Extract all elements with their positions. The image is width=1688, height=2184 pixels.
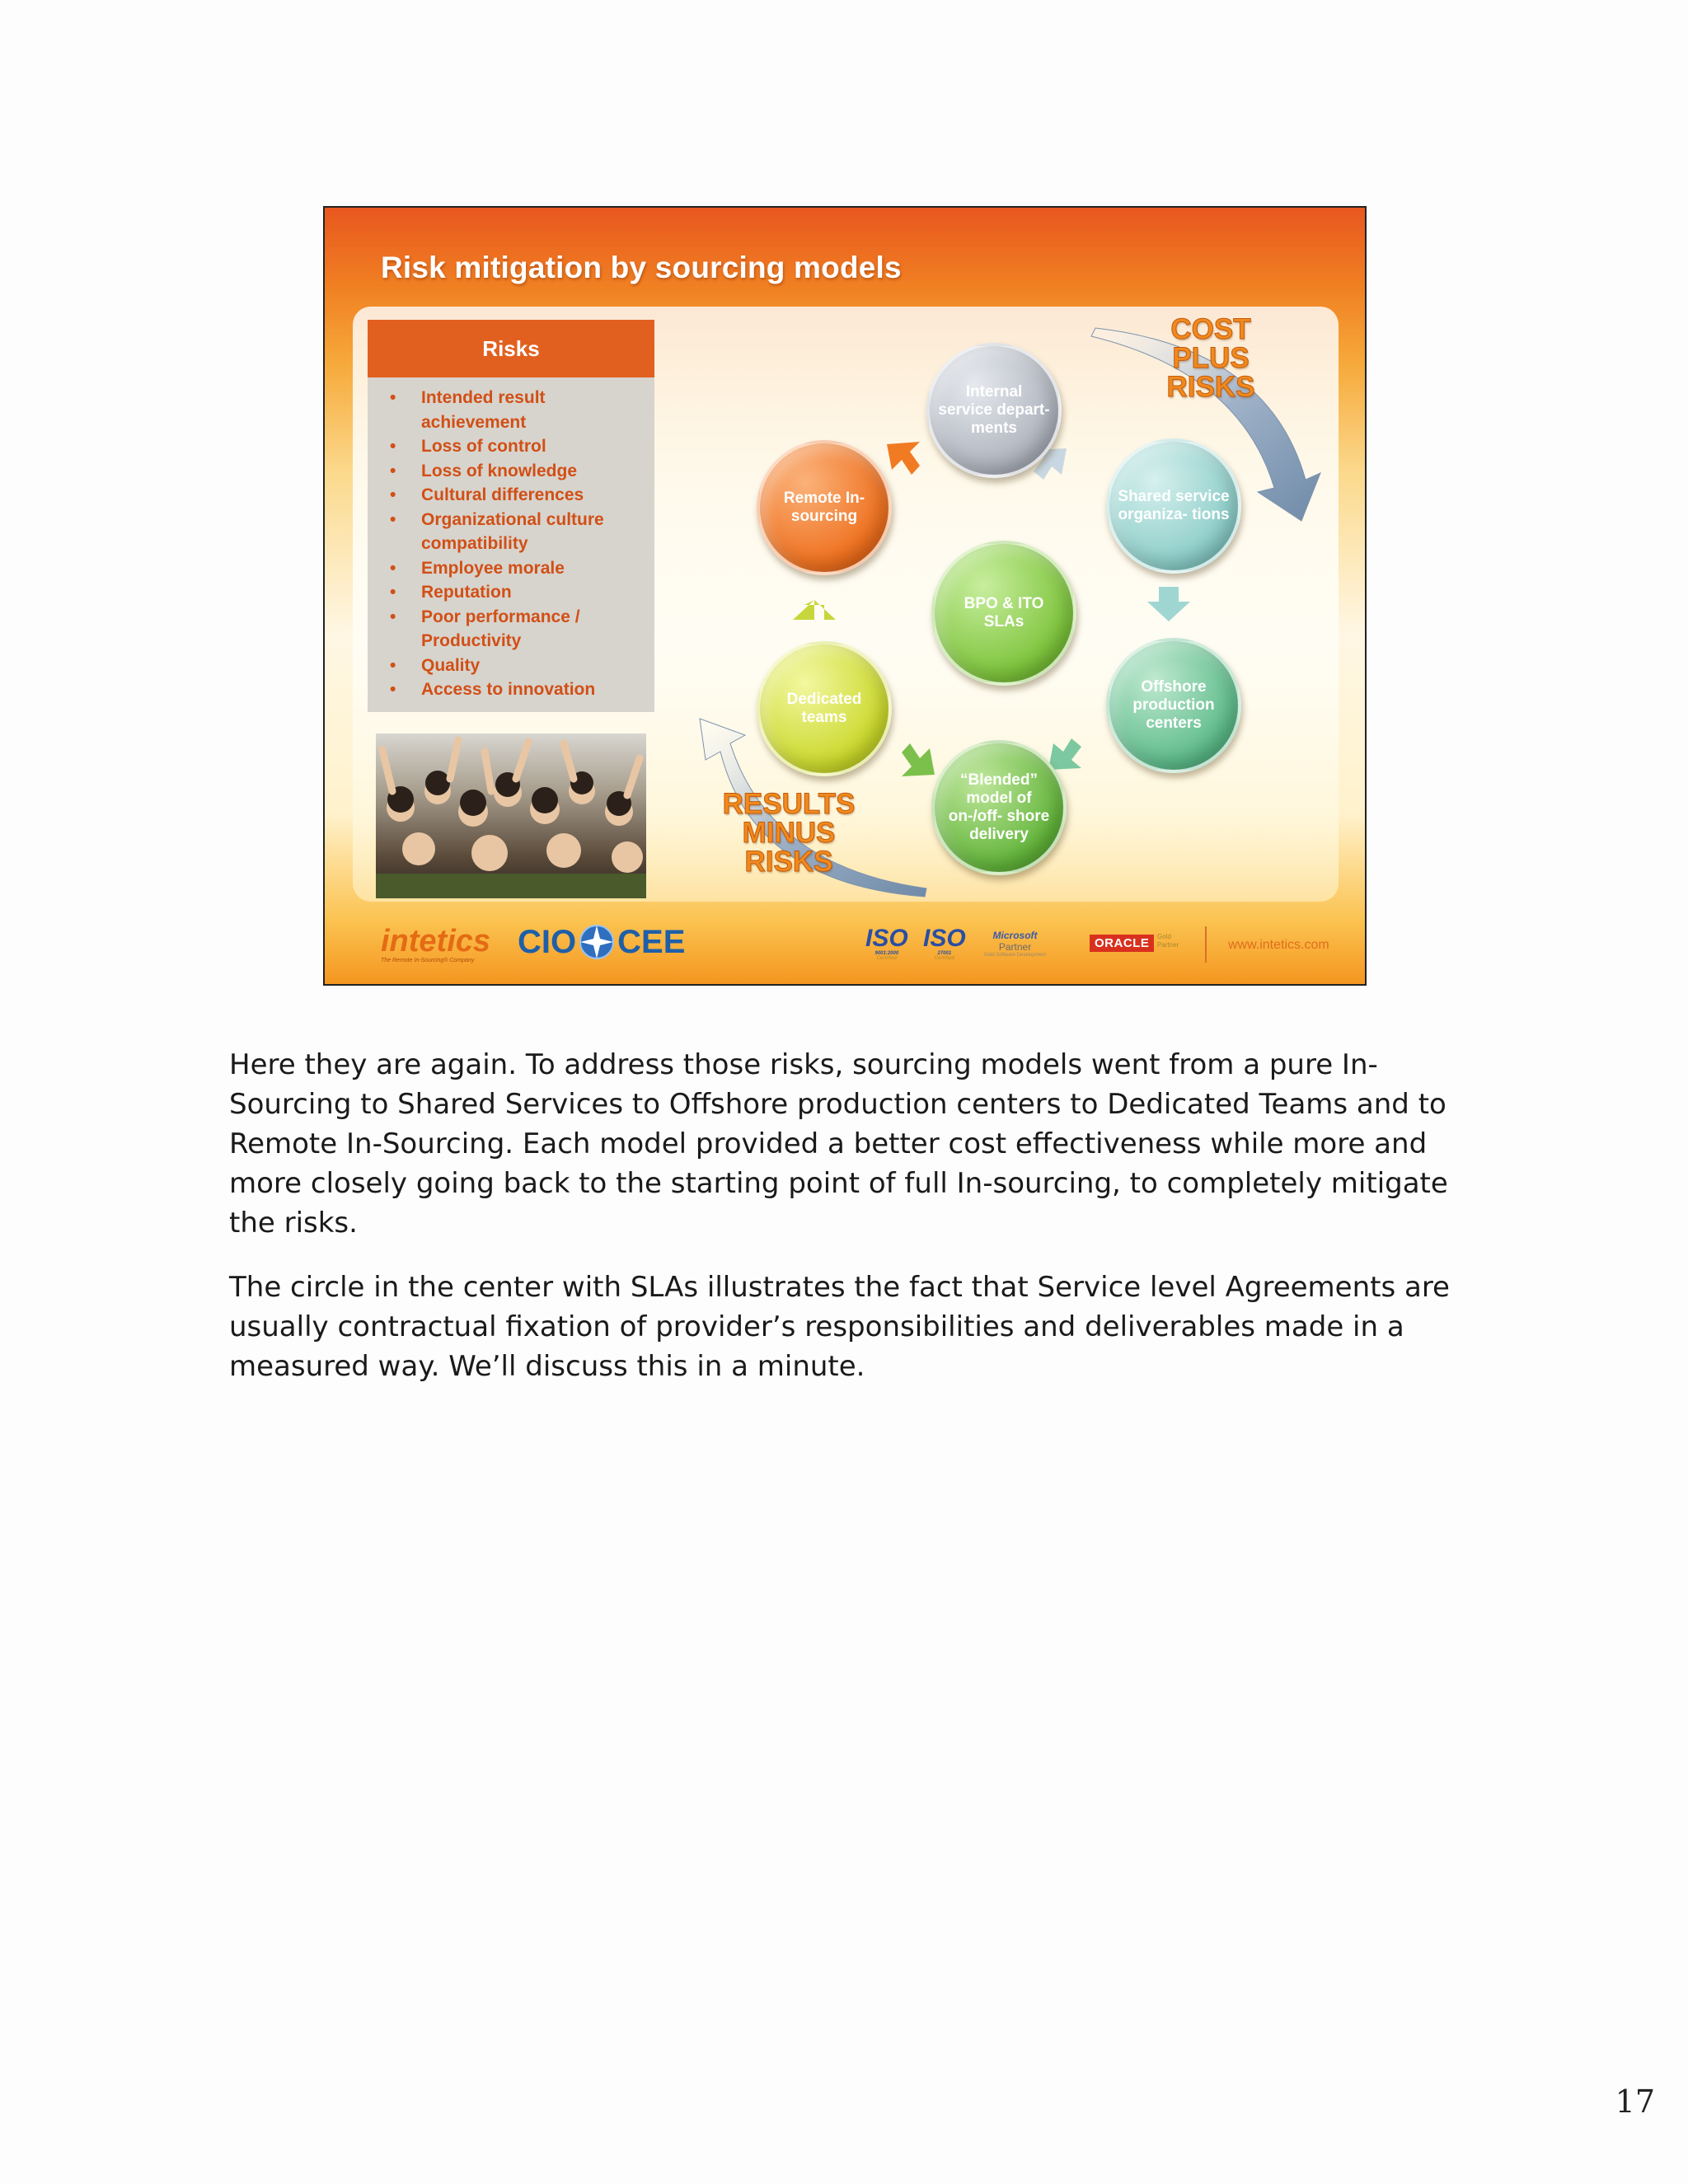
node-remote-insourcing: Remote In- sourcing — [757, 440, 892, 575]
cio-cee-logo: CIO CEE — [518, 923, 686, 960]
list-item: • Access to innovation — [390, 680, 596, 699]
risks-header: Risks — [368, 320, 654, 377]
list-item: • Organizational culture compatibility — [390, 509, 604, 553]
footer-divider — [1205, 926, 1207, 963]
list-item: • Reputation — [390, 583, 512, 602]
chevron-remote-internal — [887, 442, 920, 475]
label-cost-plus-risks: COST PLUS RISKS — [1166, 313, 1255, 403]
node-offshore-production: Offshore production centers — [1106, 638, 1241, 773]
chevron-blended-dedicated — [902, 743, 935, 776]
oracle-gold-partner: Gold Partner — [1157, 933, 1179, 949]
intetics-logo: intetics The Remote In-Sourcing® Company — [381, 924, 491, 963]
iso-27001-badge: ISO 27001 Certified — [923, 925, 966, 961]
label-results-minus-risks: RESULTS MINUS RISKS — [722, 788, 856, 878]
list-item: • Poor performance / Productivity — [390, 607, 580, 650]
notes-paragraph-2: The circle in the center with SLAs illustrates the fact that Service level Agreements are usually contractual fixation of provider’s responsibilities and deliverables made in a measured way. We’ll discuss this in a minute. — [229, 1271, 1450, 1383]
list-item: • Loss of knowledge — [390, 461, 578, 480]
node-blended-model: “Blended” model of on-/off- shore delivery — [931, 740, 1067, 875]
node-shared-service: Shared service organiza- tions — [1106, 438, 1241, 574]
list-item: • Cultural differences — [390, 485, 584, 504]
globe-icon — [578, 923, 616, 961]
chevron-offshore-blended — [1048, 738, 1081, 770]
list-item: • Employee morale — [390, 558, 565, 578]
node-dedicated-teams: Dedicated teams — [757, 641, 892, 776]
notes-paragraph-1: Here they are again. To address those risks, sourcing models went from a pure In-Sourcing to Shared Services to Offshore production centers to Dedicated Teams and to Remote In-Sourcing. Each model provided a better cost effectiveness while more and more closely going back to the starting point of full In-sourcing, to completely mitigate the risks. — [229, 1048, 1448, 1240]
chevron-shared-offshore — [1147, 587, 1190, 621]
microsoft-partner-logo: Microsoft Partner Gold Software Development — [984, 930, 1047, 958]
node-center-slas: BPO & ITO SLAs — [931, 541, 1076, 686]
slide — [323, 206, 1367, 986]
chevron-dedicated-remote — [793, 600, 836, 620]
page-number: 17 — [1615, 2083, 1655, 2120]
list-item: • Intended result achievement — [390, 388, 546, 432]
list-item: • Loss of control — [390, 437, 546, 456]
list-item: • Quality — [390, 655, 481, 675]
iso-9001-badge: ISO 9001:2000 Certified — [865, 925, 908, 961]
oracle-logo: ORACLE — [1090, 935, 1154, 952]
footer-url: www.intetics.com — [1228, 938, 1329, 952]
slide-title: Risk mitigation by sourcing models — [381, 251, 902, 284]
node-internal-service: Internal service depart- ments — [926, 343, 1062, 478]
